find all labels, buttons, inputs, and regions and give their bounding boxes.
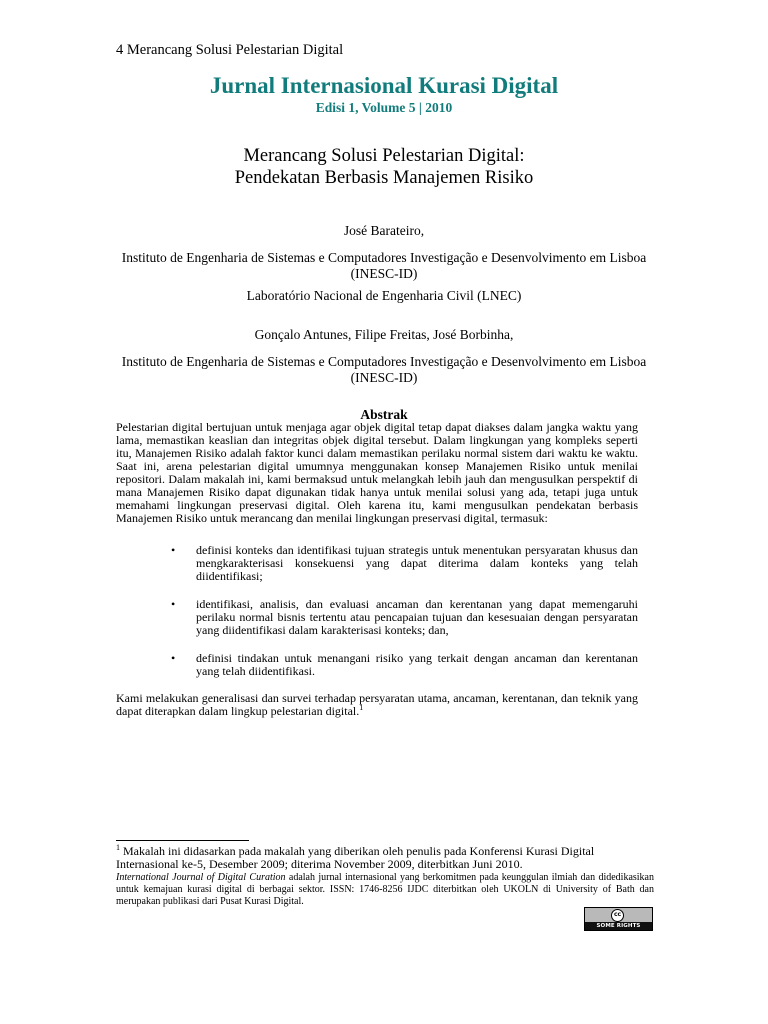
footnote <box>116 845 638 871</box>
author-group-2 <box>116 327 652 392</box>
bullet-icon: • <box>171 651 176 665</box>
journal-title: Jurnal Internasional Kurasi Digital <box>209 73 559 98</box>
list-item <box>116 598 638 637</box>
abstract-paragraph: Pelestarian digital bertujuan untuk menjaga agar objek digital tetap dapat diakses dalam jangka waktu yang lama, memastikan keaslian dan integritas objek digital tersebut. Dalam lingkungan yang kompleks seperti itu, Manajemen Risiko adalah faktor kunci dalam memastikan perilaku normal sistem dari waktu ke waktu. Saat ini, arena pelestarian digital umumnya menggunakan konsep Manajemen Risiko untuk menilai repositori. Dalam makalah ini, kami bermaksud untuk melangkah lebih jauh dan mengusulkan perspektif di mana Manajemen Risiko dapat digunakan tidak hanya untuk menilai solusi yang ada, tetapi juga untuk memahami lingkungan preservasi digital. Oleh karena itu, kami mengusulkan pendekatan berbasis Manajemen Risiko untuk merancang dan menilai lingkungan preservasi digital, termasuk: <box>116 420 638 525</box>
journal-edition: Edisi 1, Volume 5 | 2010 <box>315 100 453 115</box>
abstract-closing <box>116 692 638 718</box>
bullet-icon: • <box>171 597 176 611</box>
paper-title-line-2: Pendekatan Berbasis Manajemen Risiko <box>234 168 534 188</box>
affiliation: Instituto de Engenharia de Sistemas e Computadores Investigação e Desenvolvimento em Lisboa (INESC-ID) <box>121 354 647 385</box>
footnote-text: Makalah ini didasarkan pada makalah yang diberikan oleh penulis pada Konferensi Kurasi Digital Internasional ke-5, Desember 2009; diterima November 2009, diterbitkan Juni 2010. <box>116 844 595 871</box>
author-group-1 <box>116 223 652 310</box>
bullet-text: definisi konteks dan identifikasi tujuan strategis untuk menentukan persyaratan khusus dan mengkarakterisasi konsekuensi yang dapat diterima dalam konteks yang telah diidentifikasi; <box>196 543 638 583</box>
badge-label: SOME RIGHTS RESERVED <box>596 923 641 937</box>
disclaimer-text: adalah jurnal internasional yang berkomitmen pada keunggulan ilmiah dan didedikasikan untuk kemajuan kurasi digital di berbagai sektor. ISSN: 1746-8256 IJDC diterbitkan oleh UKOLN di University of Bath dan merupakan publikasi dari Pusat Kurasi Digital. <box>116 872 654 907</box>
footnote-divider <box>116 840 249 841</box>
list-item <box>116 652 638 678</box>
creative-commons-badge[interactable] <box>584 907 653 937</box>
author-names: José Barateiro, <box>343 223 425 238</box>
journal-name: International Journal of Digital Curation <box>116 872 286 883</box>
bullet-icon: • <box>171 543 176 557</box>
creative-commons-icon: cc <box>611 909 624 922</box>
affiliation: Instituto de Engenharia de Sistemas e Computadores Investigação e Desenvolvimento em Lisboa (INESC-ID) <box>121 250 647 281</box>
closing-text: Kami melakukan generalisasi dan survei terhadap persyaratan utama, ancaman, kerentanan, dan teknik yang dapat diterapkan dalam lingkup pelestarian digital. <box>116 691 638 718</box>
list-item <box>116 544 638 583</box>
footnote-marker: 1 <box>116 843 120 852</box>
paper-title-line-1: Merancang Solusi Pelestarian Digital: <box>243 146 525 166</box>
running-header: 4 Merancang Solusi Pelestarian Digital <box>116 42 344 58</box>
bullet-text: definisi tindakan untuk menangani risiko yang terkait dengan ancaman dan kerentanan yang telah diidentifikasi. <box>196 651 638 678</box>
abstract-bullet-list <box>116 544 638 693</box>
bullet-text: identifikasi, analisis, dan evaluasi ancaman dan kerentanan yang dapat memengaruhi perilaku normal bisnis tertentu atau pencapaian tujuan dan kesesuaian dengan persyaratan yang diidentifikasi dalam karakterisasi konteks; dan, <box>196 597 638 637</box>
footnote-reference[interactable]: 1 <box>359 703 364 712</box>
affiliation: Laboratório Nacional de Engenharia Civil (LNEC) <box>246 288 522 303</box>
author-names: Gonçalo Antunes, Filipe Freitas, José Borbinha, <box>254 327 514 342</box>
abstract-heading: Abstrak <box>360 407 408 422</box>
journal-disclaimer <box>116 872 654 908</box>
paper-title <box>0 145 768 189</box>
